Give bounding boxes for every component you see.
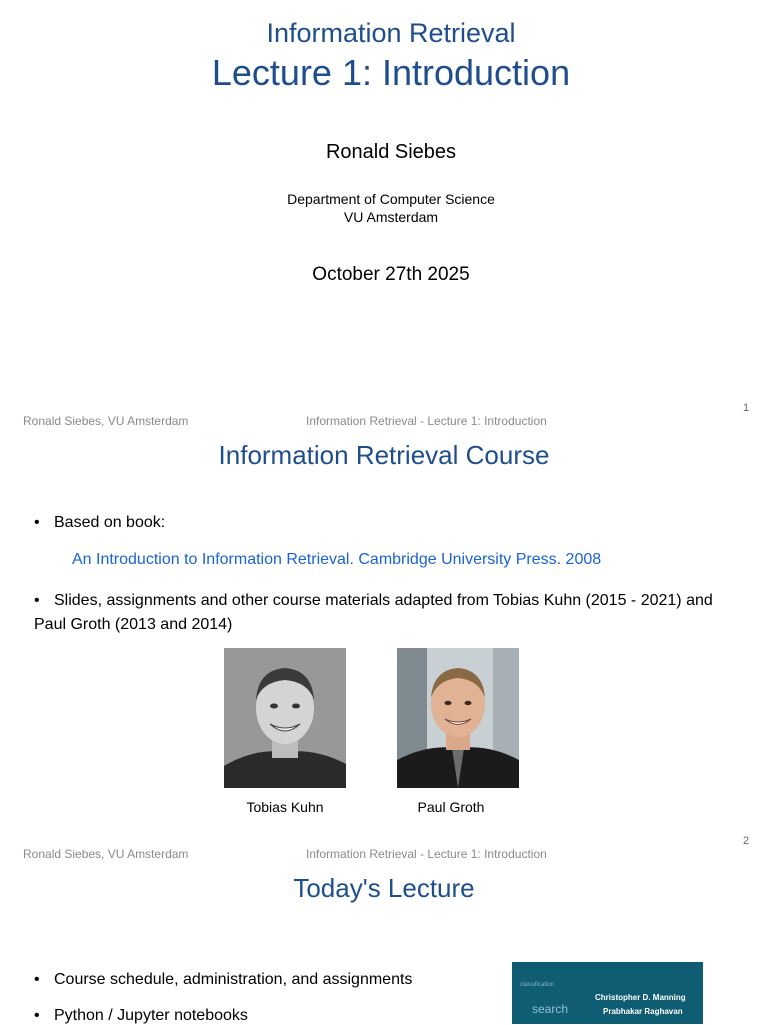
- footer-left: Ronald Siebes, VU Amsterdam: [23, 414, 189, 428]
- lecture-title: Lecture 1: Introduction: [211, 52, 571, 93]
- bullet-symbol: •: [34, 514, 40, 531]
- book-link[interactable]: An Introduction to Information Retrieval. Cambridge University Press. 2008: [72, 551, 602, 568]
- bullet-symbol: •: [34, 1007, 40, 1024]
- bullet-item: [34, 1007, 248, 1025]
- book-cover-image: [512, 962, 703, 1024]
- page-number: 2: [743, 835, 750, 847]
- portrait-illustration: [224, 648, 346, 788]
- footer-center: Information Retrieval - Lecture 1: Introduction: [306, 847, 547, 861]
- bullet-symbol: •: [34, 592, 40, 609]
- lecture-date: October 27th 2025: [312, 264, 470, 285]
- paul-groth-photo: [397, 648, 519, 788]
- bullet-text: Slides, assignments and other course materials adapted from Tobias Kuhn (2015 - 2021) and Paul Groth (2013 and 2014): [34, 592, 713, 633]
- department: Department of Computer Science: [287, 191, 495, 207]
- slide-title: Information Retrieval Course: [218, 440, 550, 470]
- bullet-text: Python / Jupyter notebooks: [54, 1007, 248, 1024]
- portrait-illustration: [397, 648, 519, 788]
- book-cover-word: classification: [520, 982, 555, 988]
- bullet-item: [34, 589, 714, 637]
- tobias-kuhn-photo: [224, 648, 346, 788]
- photo-caption: Paul Groth: [417, 799, 485, 815]
- footer-center: Information Retrieval - Lecture 1: Introduction: [306, 414, 547, 428]
- course-title: Information Retrieval: [266, 18, 516, 48]
- bullet-item: [34, 514, 165, 532]
- bullet-text: Based on book:: [54, 514, 166, 531]
- footer-left: Ronald Siebes, VU Amsterdam: [23, 847, 189, 861]
- book-cover-author: Christopher D. Manning: [595, 993, 686, 1002]
- page-number: 1: [743, 402, 750, 414]
- university: VU Amsterdam: [343, 209, 439, 225]
- book-cover-author: Prabhakar Raghavan: [603, 1007, 683, 1016]
- author-name: Ronald Siebes: [325, 141, 457, 163]
- bullet-text: Course schedule, administration, and assignments: [54, 971, 413, 988]
- slide-title: Today's Lecture: [293, 873, 475, 903]
- photo-caption: Tobias Kuhn: [246, 799, 324, 815]
- book-cover-word: search: [532, 1002, 569, 1016]
- bullet-item: [34, 971, 412, 989]
- bullet-symbol: •: [34, 971, 40, 988]
